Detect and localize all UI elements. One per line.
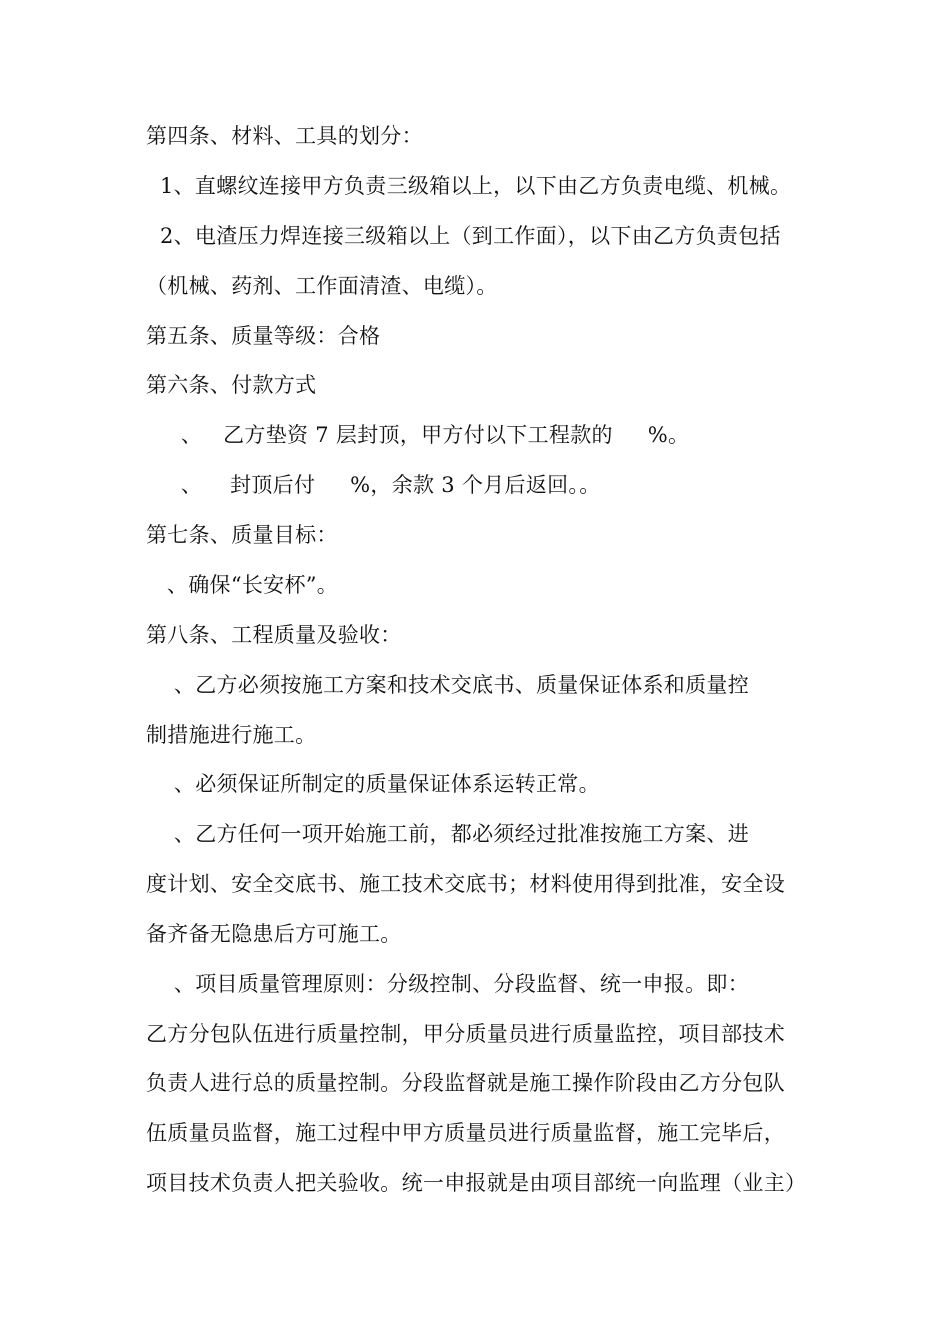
article-8-item-3-cont-2: 备齐备无隐患后方可施工。 bbox=[146, 922, 402, 946]
article-8-item-4-cont-3: 伍质量员监督，施工过程中甲方质量员进行质量监督，施工完毕后， bbox=[146, 1121, 785, 1145]
article-8-item-4-cont-2: 负责人进行总的质量控制。分段监督就是施工操作阶段由乙方分包队 bbox=[146, 1071, 785, 1095]
article-4-item-2-cont: （机械、药剂、工作面清渣、电缆）。 bbox=[146, 274, 498, 298]
article-7-heading: 第七条、质量目标： bbox=[146, 523, 338, 547]
article-8-item-3-cont-1: 度计划、安全交底书、施工技术交底书；材料使用得到批准，安全设 bbox=[146, 872, 785, 896]
article-6-item-1: 、 乙方垫资 7 层封顶，甲方付以下工程款的 %。 bbox=[146, 423, 690, 447]
article-8-item-3: 、乙方任何一项开始施工前，都必须经过批准按施工方案、进 bbox=[146, 822, 749, 846]
article-8-item-1-cont: 制措施进行施工。 bbox=[146, 723, 317, 747]
article-4-heading: 第四条、材料、工具的划分： bbox=[146, 124, 423, 148]
article-8-heading: 第八条、工程质量及验收： bbox=[146, 623, 402, 647]
article-6-item-2: 、 封顶后付 %，余款 3 个月后返回。。 bbox=[146, 473, 601, 497]
article-8-item-4-cont-1: 乙方分包队伍进行质量控制，甲分质量员进行质量监控，项目部技术 bbox=[146, 1022, 785, 1046]
article-8-item-4: 、项目质量管理原则：分级控制、分段监督、统一申报。即： bbox=[146, 972, 749, 996]
article-8-item-4-cont-4: 项目技术负责人把关验收。统一申报就是由项目部统一向监理（业主） bbox=[146, 1171, 807, 1195]
article-7-item-1: 、确保“长安杯”。 bbox=[146, 573, 339, 597]
article-5-heading: 第五条、质量等级：合格 bbox=[146, 324, 381, 348]
article-8-item-1: 、乙方必须按施工方案和技术交底书、质量保证体系和质量控 bbox=[146, 673, 749, 697]
article-4-item-2: 2、电渣压力焊连接三级箱以上（到工作面），以下由乙方负责包括 bbox=[146, 224, 781, 248]
article-6-heading: 第六条、付款方式 bbox=[146, 373, 317, 397]
article-4-item-1: 1、直螺纹连接甲方负责三级箱以上，以下由乙方负责电缆、机械。 bbox=[146, 174, 792, 198]
article-8-item-2: 、必须保证所制定的质量保证体系运转正常。 bbox=[146, 772, 600, 796]
